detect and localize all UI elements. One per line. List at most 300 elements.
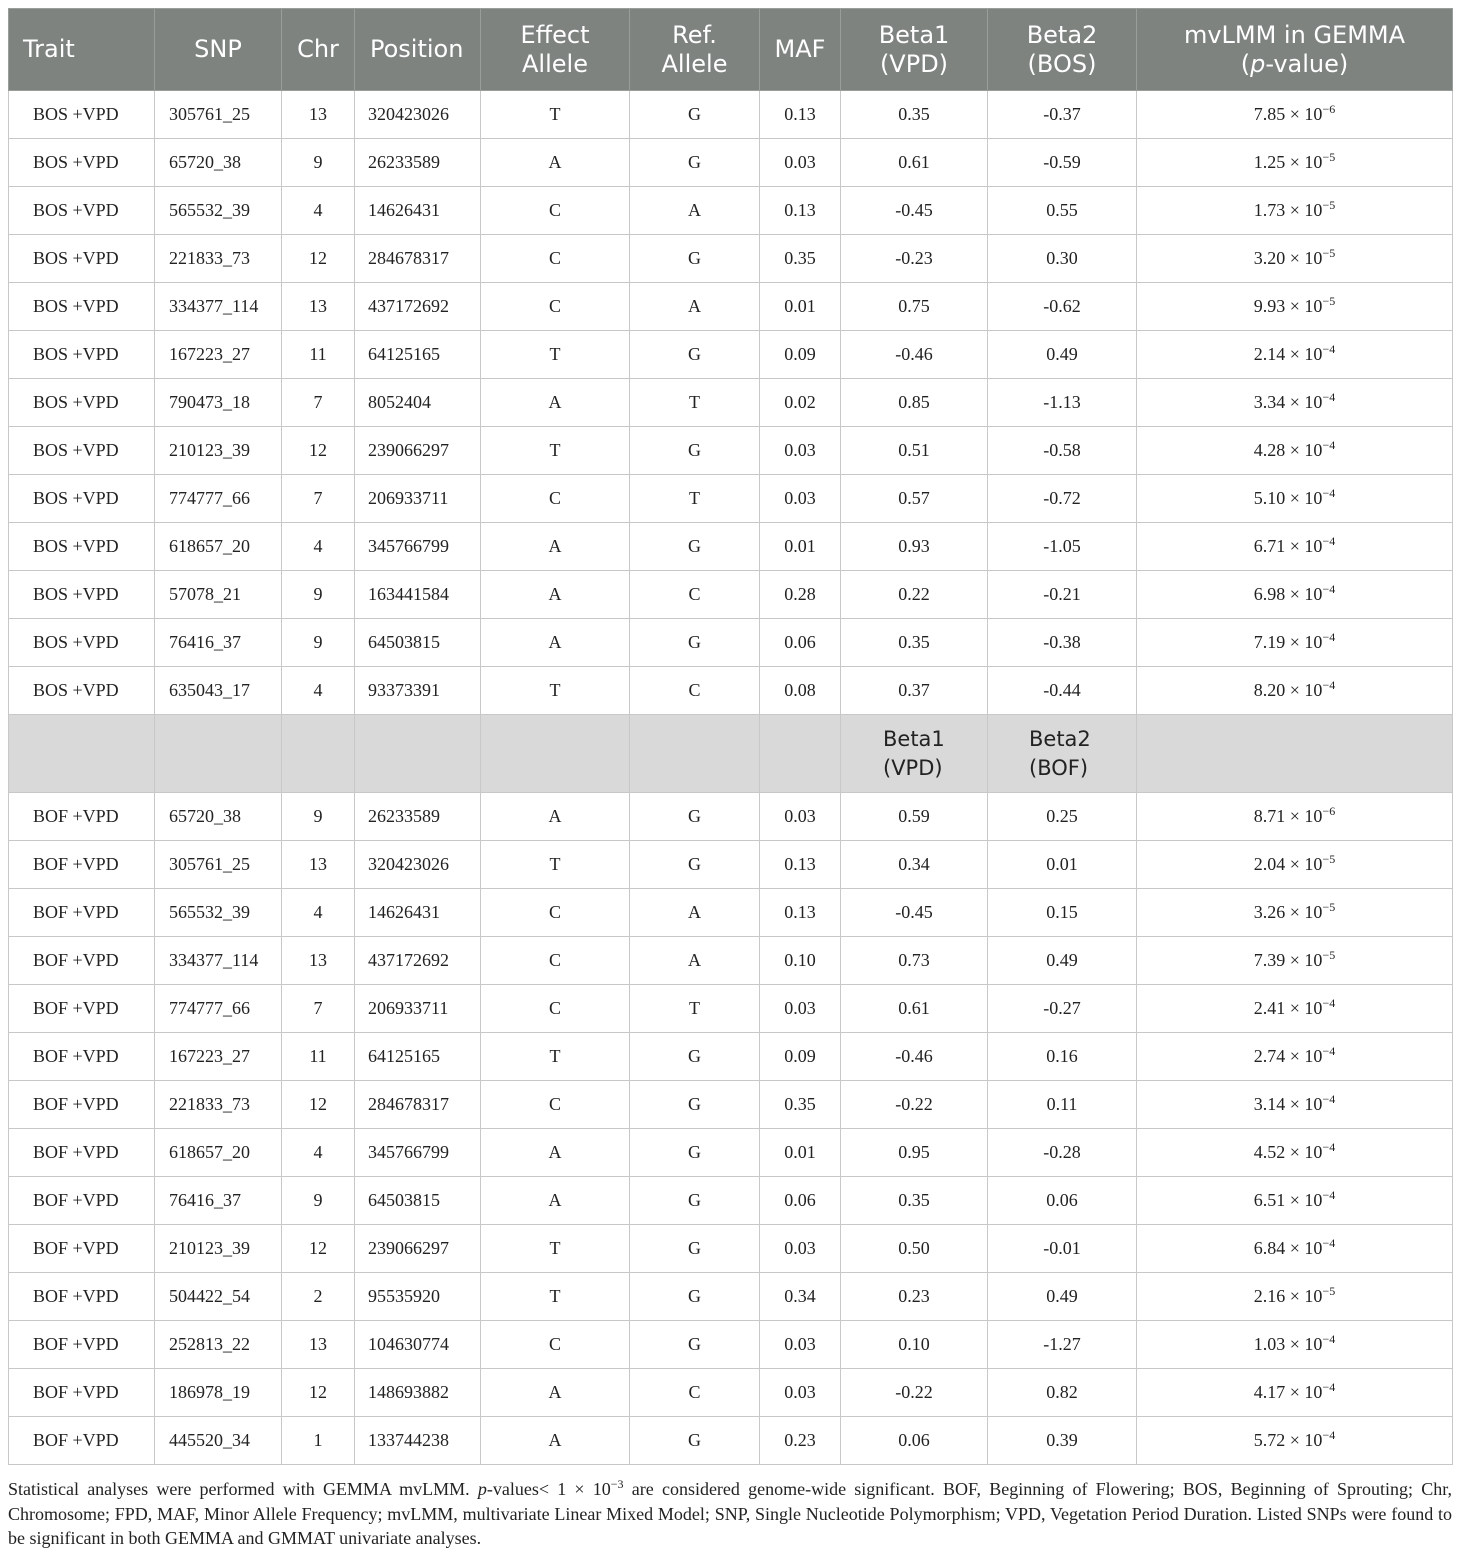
cell-beta1: 0.75: [841, 283, 988, 331]
pvalue-exponent: −4: [1322, 534, 1336, 548]
cell-trait: BOF +VPD: [9, 1033, 155, 1081]
table-row: [9, 619, 1453, 667]
cell-ref: G: [630, 1273, 760, 1321]
table-row: [9, 91, 1453, 139]
pvalue-mantissa: 1.25: [1253, 152, 1286, 172]
pvalue-mantissa: 3.34: [1253, 392, 1286, 412]
cell-effect: T: [481, 91, 630, 139]
table-row: [9, 1129, 1453, 1177]
cell-effect: A: [481, 793, 630, 841]
pvalue-mantissa: 2.14: [1253, 344, 1286, 364]
pvalue-exponent: −5: [1322, 198, 1336, 212]
cell-beta1: -0.45: [841, 889, 988, 937]
subheader-beta2: [988, 715, 1137, 793]
pvalue-times-ten: × 10: [1289, 392, 1323, 412]
cell-effect: A: [481, 1369, 630, 1417]
cell-chr: 4: [282, 667, 355, 715]
cell-ref: T: [630, 985, 760, 1033]
cell-maf: 0.13: [760, 91, 841, 139]
cell-chr: 7: [282, 985, 355, 1033]
cell-effect: A: [481, 1177, 630, 1225]
header-effect-allele: [481, 9, 630, 91]
pvalue-exponent: −4: [1322, 678, 1336, 692]
table-row: [9, 667, 1453, 715]
cell-beta2: 0.30: [988, 235, 1137, 283]
cell-pvalue: [1137, 1177, 1453, 1225]
cell-ref: A: [630, 283, 760, 331]
header-ref-allele: [630, 9, 760, 91]
cell-maf: 0.01: [760, 283, 841, 331]
cell-beta2: 0.39: [988, 1417, 1137, 1465]
table-row: [9, 187, 1453, 235]
cell-maf: 0.03: [760, 475, 841, 523]
cell-maf: 0.03: [760, 1321, 841, 1369]
cell-snp: 65720_38: [155, 793, 282, 841]
cell-pvalue: [1137, 475, 1453, 523]
pvalue-times-ten: × 10: [1289, 1142, 1323, 1162]
cell-beta1: -0.46: [841, 1033, 988, 1081]
cell-maf: 0.03: [760, 985, 841, 1033]
cell-chr: 12: [282, 235, 355, 283]
cell-pvalue: [1137, 1033, 1453, 1081]
cell-position: 284678317: [355, 235, 481, 283]
table-row: [9, 379, 1453, 427]
cell-beta1: 0.34: [841, 841, 988, 889]
cell-beta1: 0.06: [841, 1417, 988, 1465]
cell-maf: 0.13: [760, 889, 841, 937]
cell-trait: BOF +VPD: [9, 1369, 155, 1417]
cell-pvalue: [1137, 187, 1453, 235]
header-pvalue-rest: -value): [1265, 49, 1349, 78]
cell-beta2: -0.21: [988, 571, 1137, 619]
cell-beta1: 0.50: [841, 1225, 988, 1273]
cell-chr: 12: [282, 1081, 355, 1129]
cell-snp: 76416_37: [155, 619, 282, 667]
pvalue-exponent: −5: [1322, 1284, 1336, 1298]
pvalue-mantissa: 2.04: [1253, 854, 1286, 874]
cell-pvalue: [1137, 937, 1453, 985]
cell-effect: A: [481, 139, 630, 187]
table-row: [9, 523, 1453, 571]
cell-ref: G: [630, 841, 760, 889]
pvalue-mantissa: 3.14: [1253, 1094, 1286, 1114]
header-effect-line2: Allele: [522, 49, 588, 78]
cell-snp: 504422_54: [155, 1273, 282, 1321]
table-row: [9, 139, 1453, 187]
cell-maf: 0.03: [760, 1225, 841, 1273]
table-row: [9, 427, 1453, 475]
pvalue-mantissa: 7.19: [1253, 632, 1286, 652]
cell-beta1: 0.37: [841, 667, 988, 715]
cell-position: 64503815: [355, 619, 481, 667]
cell-chr: 4: [282, 889, 355, 937]
pvalue-exponent: −4: [1322, 1044, 1336, 1058]
cell-chr: 13: [282, 91, 355, 139]
cell-chr: 7: [282, 379, 355, 427]
pvalue-exponent: −4: [1322, 1092, 1336, 1106]
cell-beta1: -0.22: [841, 1081, 988, 1129]
header-beta1-line1: Beta1: [878, 20, 950, 49]
cell-snp: 565532_39: [155, 187, 282, 235]
cell-pvalue: [1137, 793, 1453, 841]
cell-beta2: 0.16: [988, 1033, 1137, 1081]
pvalue-times-ten: × 10: [1289, 680, 1323, 700]
pvalue-exponent: −4: [1322, 438, 1336, 452]
cell-effect: C: [481, 187, 630, 235]
cell-ref: G: [630, 523, 760, 571]
header-pvalue-p: p: [1250, 49, 1266, 78]
cell-beta2: -0.28: [988, 1129, 1137, 1177]
cell-position: 148693882: [355, 1369, 481, 1417]
cell-snp: 445520_34: [155, 1417, 282, 1465]
pvalue-mantissa: 6.51: [1253, 1190, 1286, 1210]
pvalue-exponent: −4: [1322, 1140, 1336, 1154]
cell-maf: 0.35: [760, 235, 841, 283]
cell-pvalue: [1137, 1081, 1453, 1129]
subheader-beta2-line1: Beta2: [1029, 726, 1091, 751]
cell-maf: 0.01: [760, 1129, 841, 1177]
cell-ref: T: [630, 379, 760, 427]
pvalue-times-ten: × 10: [1289, 152, 1323, 172]
cell-maf: 0.03: [760, 139, 841, 187]
cell-chr: 2: [282, 1273, 355, 1321]
cell-chr: 9: [282, 139, 355, 187]
cell-ref: G: [630, 235, 760, 283]
pvalue-times-ten: × 10: [1289, 344, 1323, 364]
pvalue-times-ten: × 10: [1289, 488, 1323, 508]
cell-beta2: 0.15: [988, 889, 1137, 937]
subheader-row: [9, 715, 1453, 793]
cell-beta1: 0.93: [841, 523, 988, 571]
cell-ref: G: [630, 793, 760, 841]
cell-trait: BOS +VPD: [9, 379, 155, 427]
header-position: Position: [355, 9, 481, 91]
cell-chr: 9: [282, 793, 355, 841]
cell-maf: 0.10: [760, 937, 841, 985]
cell-chr: 11: [282, 1033, 355, 1081]
cell-beta2: 0.55: [988, 187, 1137, 235]
cell-position: 64125165: [355, 1033, 481, 1081]
pvalue-exponent: −4: [1322, 390, 1336, 404]
cell-trait: BOS +VPD: [9, 235, 155, 283]
cell-pvalue: [1137, 91, 1453, 139]
cell-snp: 252813_22: [155, 1321, 282, 1369]
footnote-part1: Statistical analyses were performed with GEMMA mvLMM.: [8, 1479, 478, 1499]
header-effect-line1: Effect: [520, 20, 590, 49]
pvalue-mantissa: 7.85: [1253, 104, 1286, 124]
cell-snp: 790473_18: [155, 379, 282, 427]
cell-position: 239066297: [355, 427, 481, 475]
pvalue-mantissa: 8.71: [1253, 806, 1286, 826]
cell-maf: 0.28: [760, 571, 841, 619]
subheader-beta2-line2: (BOF): [1029, 755, 1089, 780]
cell-beta1: 0.85: [841, 379, 988, 427]
cell-effect: A: [481, 1129, 630, 1177]
table-row: [9, 1321, 1453, 1369]
header-beta2-line1: Beta2: [1026, 20, 1098, 49]
cell-chr: 4: [282, 187, 355, 235]
cell-chr: 13: [282, 283, 355, 331]
table-body: [9, 91, 1453, 1465]
table-row: [9, 889, 1453, 937]
pvalue-times-ten: × 10: [1289, 440, 1323, 460]
cell-trait: BOS +VPD: [9, 427, 155, 475]
cell-ref: C: [630, 667, 760, 715]
table-row: [9, 235, 1453, 283]
header-trait: Trait: [9, 9, 155, 91]
cell-snp: 57078_21: [155, 571, 282, 619]
cell-pvalue: [1137, 331, 1453, 379]
cell-chr: 12: [282, 1369, 355, 1417]
cell-maf: 0.13: [760, 841, 841, 889]
cell-effect: T: [481, 667, 630, 715]
pvalue-mantissa: 9.93: [1253, 296, 1286, 316]
pvalue-times-ten: × 10: [1289, 1046, 1323, 1066]
cell-beta2: -0.01: [988, 1225, 1137, 1273]
pvalue-mantissa: 8.20: [1253, 680, 1286, 700]
cell-beta2: -0.72: [988, 475, 1137, 523]
cell-snp: 618657_20: [155, 523, 282, 571]
cell-maf: 0.34: [760, 1273, 841, 1321]
cell-snp: 305761_25: [155, 91, 282, 139]
cell-chr: 7: [282, 475, 355, 523]
cell-snp: 167223_27: [155, 1033, 282, 1081]
header-chr: Chr: [282, 9, 355, 91]
cell-chr: 9: [282, 619, 355, 667]
cell-effect: C: [481, 1321, 630, 1369]
cell-beta1: 0.73: [841, 937, 988, 985]
pvalue-times-ten: × 10: [1289, 1094, 1323, 1114]
cell-chr: 13: [282, 841, 355, 889]
pvalue-times-ten: × 10: [1289, 902, 1323, 922]
cell-effect: T: [481, 1225, 630, 1273]
footnote-exponent: −3: [610, 1477, 624, 1491]
table-row: [9, 1081, 1453, 1129]
cell-beta1: 0.51: [841, 427, 988, 475]
cell-beta2: 0.06: [988, 1177, 1137, 1225]
cell-beta2: 0.49: [988, 331, 1137, 379]
cell-beta2: 0.11: [988, 1081, 1137, 1129]
pvalue-exponent: −4: [1322, 1188, 1336, 1202]
cell-snp: 305761_25: [155, 841, 282, 889]
cell-position: 206933711: [355, 985, 481, 1033]
cell-beta2: 0.49: [988, 1273, 1137, 1321]
cell-trait: BOF +VPD: [9, 985, 155, 1033]
pvalue-times-ten: × 10: [1289, 200, 1323, 220]
pvalue-mantissa: 1.03: [1253, 1334, 1286, 1354]
table-row: [9, 1273, 1453, 1321]
cell-beta2: -1.27: [988, 1321, 1137, 1369]
cell-effect: C: [481, 985, 630, 1033]
cell-trait: BOF +VPD: [9, 1225, 155, 1273]
cell-effect: C: [481, 475, 630, 523]
subheader-empty-cell: [9, 715, 155, 793]
subheader-empty-cell: [155, 715, 282, 793]
cell-trait: BOS +VPD: [9, 667, 155, 715]
pvalue-times-ten: × 10: [1289, 1382, 1323, 1402]
cell-position: 206933711: [355, 475, 481, 523]
pvalue-mantissa: 7.39: [1253, 950, 1286, 970]
cell-effect: A: [481, 1417, 630, 1465]
cell-snp: 774777_66: [155, 475, 282, 523]
cell-trait: BOF +VPD: [9, 1273, 155, 1321]
table-row: [9, 985, 1453, 1033]
pvalue-mantissa: 3.26: [1253, 902, 1286, 922]
cell-chr: 12: [282, 1225, 355, 1273]
cell-chr: 4: [282, 523, 355, 571]
cell-maf: 0.03: [760, 793, 841, 841]
cell-effect: A: [481, 379, 630, 427]
cell-beta1: 0.35: [841, 619, 988, 667]
cell-pvalue: [1137, 1417, 1453, 1465]
cell-position: 8052404: [355, 379, 481, 427]
cell-beta2: -1.13: [988, 379, 1137, 427]
cell-snp: 167223_27: [155, 331, 282, 379]
cell-chr: 13: [282, 937, 355, 985]
cell-position: 345766799: [355, 1129, 481, 1177]
table-row: [9, 571, 1453, 619]
cell-pvalue: [1137, 1273, 1453, 1321]
cell-maf: 0.09: [760, 331, 841, 379]
cell-beta1: 0.10: [841, 1321, 988, 1369]
header-pvalue-line1: mvLMM in GEMMA: [1183, 20, 1406, 49]
cell-snp: 565532_39: [155, 889, 282, 937]
subheader-beta1-line2: (VPD): [883, 755, 943, 780]
table-header-row: [9, 9, 1453, 91]
cell-effect: C: [481, 235, 630, 283]
cell-trait: BOS +VPD: [9, 619, 155, 667]
cell-snp: 221833_73: [155, 1081, 282, 1129]
cell-trait: BOS +VPD: [9, 475, 155, 523]
subheader-empty-cell: [630, 715, 760, 793]
cell-chr: 12: [282, 427, 355, 475]
pvalue-mantissa: 4.28: [1253, 440, 1286, 460]
cell-trait: BOS +VPD: [9, 187, 155, 235]
cell-trait: BOS +VPD: [9, 331, 155, 379]
cell-effect: C: [481, 937, 630, 985]
table-row: [9, 793, 1453, 841]
cell-trait: BOF +VPD: [9, 1321, 155, 1369]
cell-beta1: 0.35: [841, 1177, 988, 1225]
cell-position: 320423026: [355, 91, 481, 139]
pvalue-mantissa: 2.16: [1253, 1286, 1286, 1306]
table-row: [9, 1033, 1453, 1081]
cell-ref: A: [630, 187, 760, 235]
pvalue-times-ten: × 10: [1289, 632, 1323, 652]
cell-trait: BOF +VPD: [9, 1081, 155, 1129]
pvalue-mantissa: 4.52: [1253, 1142, 1286, 1162]
cell-trait: BOS +VPD: [9, 571, 155, 619]
cell-beta1: 0.57: [841, 475, 988, 523]
cell-position: 26233589: [355, 793, 481, 841]
subheader-empty-cell: [355, 715, 481, 793]
cell-snp: 186978_19: [155, 1369, 282, 1417]
pvalue-exponent: −4: [1322, 1332, 1336, 1346]
pvalue-mantissa: 2.74: [1253, 1046, 1286, 1066]
table-row: [9, 283, 1453, 331]
cell-trait: BOS +VPD: [9, 283, 155, 331]
pvalue-times-ten: × 10: [1289, 854, 1323, 874]
cell-ref: G: [630, 331, 760, 379]
footnote-p-italic: p: [477, 1479, 487, 1499]
header-beta2: [988, 9, 1137, 91]
subheader-empty-cell: [282, 715, 355, 793]
table-row: [9, 475, 1453, 523]
pvalue-mantissa: 6.71: [1253, 536, 1286, 556]
pvalue-mantissa: 6.84: [1253, 1238, 1286, 1258]
pvalue-times-ten: × 10: [1289, 248, 1323, 268]
subheader-beta1-line1: Beta1: [883, 726, 945, 751]
pvalue-exponent: −4: [1322, 1380, 1336, 1394]
cell-effect: A: [481, 571, 630, 619]
cell-beta1: 0.59: [841, 793, 988, 841]
cell-beta1: 0.61: [841, 985, 988, 1033]
subheader-empty-cell: [1137, 715, 1453, 793]
cell-trait: BOF +VPD: [9, 937, 155, 985]
header-ref-line1: Ref.: [672, 20, 717, 49]
pvalue-exponent: −5: [1322, 852, 1336, 866]
cell-trait: BOS +VPD: [9, 91, 155, 139]
cell-ref: G: [630, 1177, 760, 1225]
cell-position: 14626431: [355, 889, 481, 937]
cell-snp: 618657_20: [155, 1129, 282, 1177]
pvalue-mantissa: 1.73: [1253, 200, 1286, 220]
footnote-part2: -values< 1 × 10: [486, 1479, 611, 1499]
cell-pvalue: [1137, 379, 1453, 427]
cell-maf: 0.03: [760, 427, 841, 475]
cell-beta2: -0.62: [988, 283, 1137, 331]
pvalue-exponent: −5: [1322, 294, 1336, 308]
cell-position: 320423026: [355, 841, 481, 889]
cell-effect: T: [481, 1033, 630, 1081]
cell-position: 93373391: [355, 667, 481, 715]
cell-ref: G: [630, 91, 760, 139]
pvalue-times-ten: × 10: [1289, 998, 1323, 1018]
cell-position: 133744238: [355, 1417, 481, 1465]
table-row: [9, 1417, 1453, 1465]
pvalue-times-ten: × 10: [1289, 1238, 1323, 1258]
cell-effect: T: [481, 331, 630, 379]
pvalue-times-ten: × 10: [1289, 536, 1323, 556]
cell-position: 437172692: [355, 283, 481, 331]
header-beta1-line2: (VPD): [879, 49, 949, 78]
cell-ref: G: [630, 1417, 760, 1465]
cell-trait: BOF +VPD: [9, 841, 155, 889]
cell-maf: 0.02: [760, 379, 841, 427]
cell-chr: 11: [282, 331, 355, 379]
pvalue-exponent: −4: [1322, 1428, 1336, 1442]
cell-beta2: 0.01: [988, 841, 1137, 889]
cell-beta1: -0.22: [841, 1369, 988, 1417]
pvalue-exponent: −6: [1322, 804, 1336, 818]
cell-beta1: 0.35: [841, 91, 988, 139]
cell-pvalue: [1137, 1225, 1453, 1273]
cell-beta2: -0.59: [988, 139, 1137, 187]
cell-snp: 774777_66: [155, 985, 282, 1033]
cell-beta2: 0.82: [988, 1369, 1137, 1417]
pvalue-exponent: −5: [1322, 900, 1336, 914]
cell-beta1: 0.95: [841, 1129, 988, 1177]
cell-maf: 0.08: [760, 667, 841, 715]
cell-chr: 9: [282, 1177, 355, 1225]
cell-maf: 0.09: [760, 1033, 841, 1081]
cell-beta2: 0.49: [988, 937, 1137, 985]
cell-ref: G: [630, 1129, 760, 1177]
cell-maf: 0.35: [760, 1081, 841, 1129]
subheader-empty-cell: [760, 715, 841, 793]
cell-trait: BOF +VPD: [9, 793, 155, 841]
cell-trait: BOF +VPD: [9, 1177, 155, 1225]
